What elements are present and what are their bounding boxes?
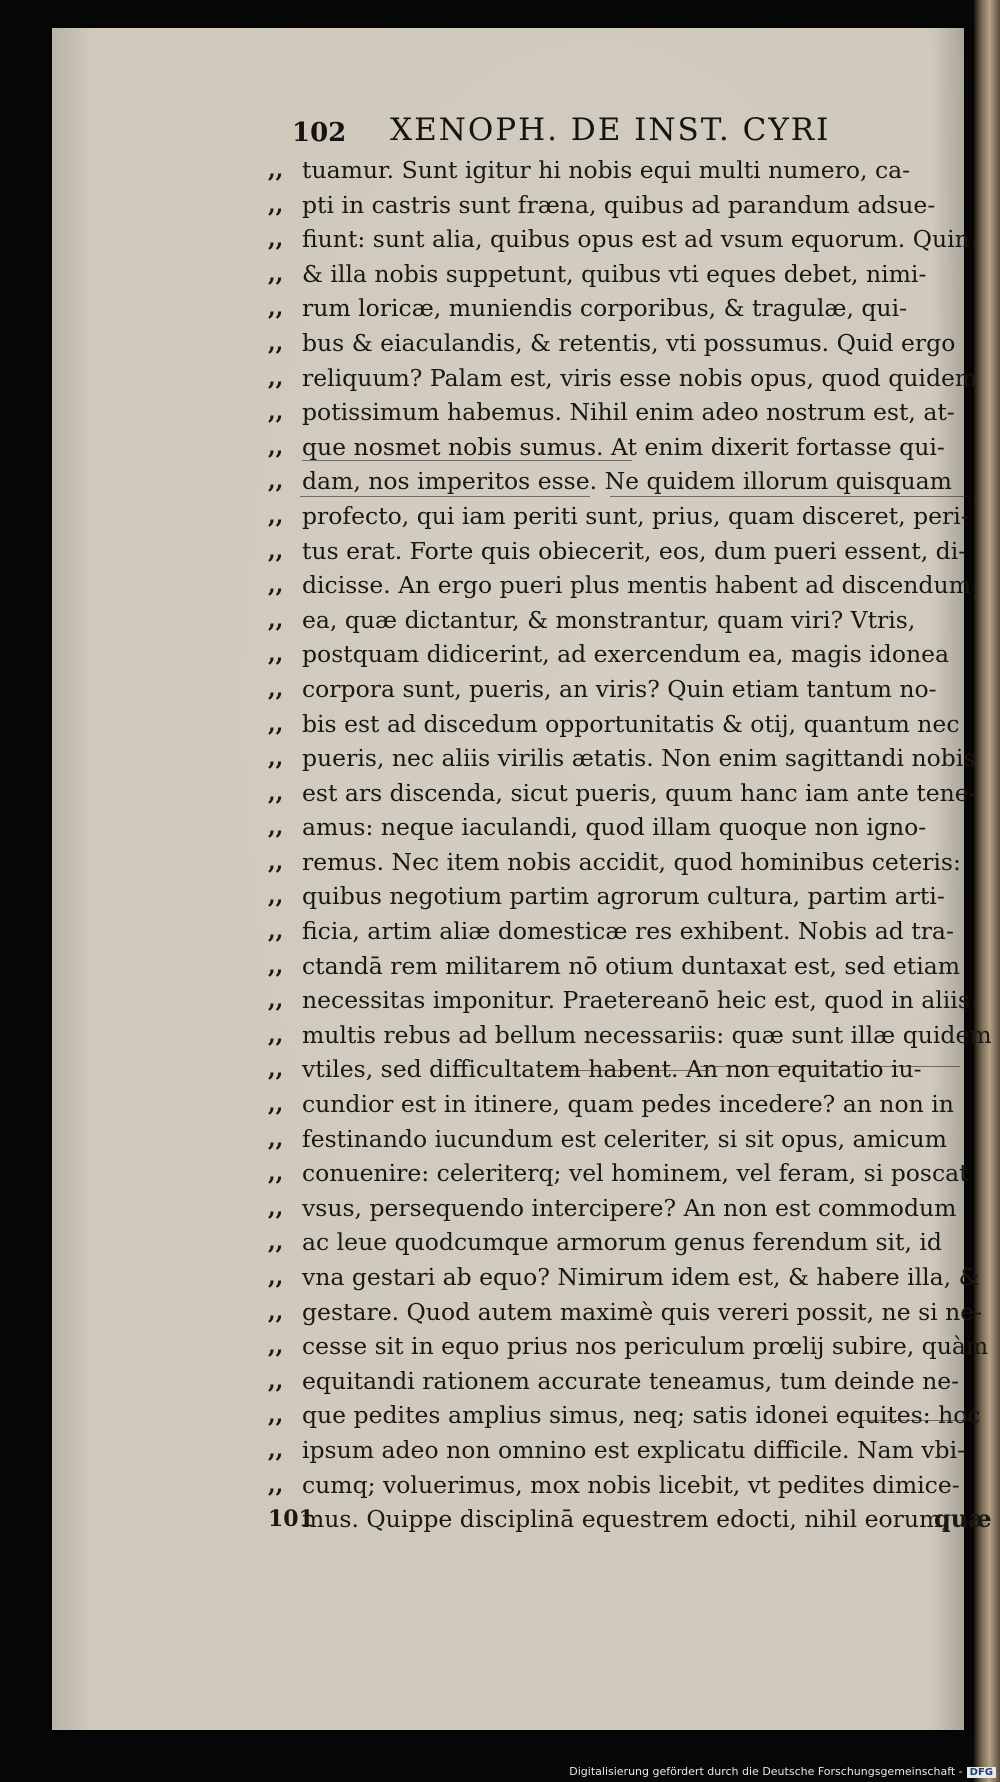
pencil-underline [302, 460, 632, 461]
line-text: quibus negotium partim agrorum cultura, partim arti- [302, 882, 945, 911]
quotation-mark: ,, [268, 987, 284, 1014]
line-text: ctandā rem militarem nō otium duntaxat est, sed etiam [302, 951, 961, 980]
line-text: amus: neque iaculandi, quod illam quoque non igno- [302, 813, 927, 842]
line-text: que pedites amplius simus, neq; satis idonei equites: hoc [302, 1401, 981, 1430]
line-text: vtiles, sed difficultatem habent. An non equitatio iu- [302, 1055, 922, 1084]
text-line [268, 603, 988, 638]
quotation-mark: ,, [268, 1264, 284, 1290]
line-text: vna gestari ab equo? Nimirum idem est, & habere illa, & [302, 1263, 980, 1291]
quotation-mark: ,, [268, 295, 284, 322]
line-text: corpora sunt, pueris, an viris? Quin etiam tantum no- [302, 674, 937, 703]
line-text: tus erat. Forte quis obiecerit, eos, dum pueri essent, di- [302, 536, 967, 565]
quotation-mark: ,, [268, 1367, 284, 1394]
quotation-mark: ,, [268, 502, 284, 529]
text-line [268, 1329, 988, 1364]
text-line [268, 810, 988, 845]
text-line [268, 222, 988, 257]
line-text: profecto, qui iam periti sunt, prius, quam disceret, peri- [302, 501, 969, 530]
line-text: fiunt: sunt alia, quibus opus est ad vsum equorum. Quin [302, 225, 970, 254]
digitization-footer [569, 1765, 996, 1778]
text-line [268, 672, 988, 707]
text-line [268, 464, 988, 499]
pencil-underline [300, 496, 590, 497]
line-text: cundior est in itinere, quam pedes incedere? an non in [302, 1090, 954, 1119]
text-line [268, 707, 988, 742]
text-line [268, 1364, 988, 1399]
line-text: mus. Quippe disciplinā equestrem edocti, nihil eorum, [302, 1505, 949, 1534]
line-text: & illa nobis suppetunt, quibus vti eques debet, nimi- [302, 259, 927, 288]
quotation-mark: ,, [268, 848, 284, 875]
quotation-mark: ,, [268, 1402, 284, 1429]
quotation-mark: ,, [268, 329, 284, 356]
line-text: bus & eiaculandis, & retentis, vti possumus. Quid ergo [302, 328, 956, 357]
quotation-mark: ,, [268, 191, 284, 218]
quotation-mark: ,, [268, 1056, 284, 1083]
quotation-mark: ,, [268, 779, 284, 806]
page-number: 102 [292, 118, 347, 148]
line-text: reliquum? Palam est, viris esse nobis opus, quod quidem [302, 363, 978, 392]
line-text: ipsum adeo non omnino est explicatu difficile. Nam vbi- [302, 1435, 966, 1464]
quotation-mark: ,, [268, 226, 284, 253]
text-line [268, 1191, 988, 1226]
quotation-mark: ,, [268, 364, 284, 391]
quotation-mark: ,, [268, 1125, 284, 1152]
quotation-mark: ,, [268, 537, 284, 564]
quotation-mark: ,, [268, 952, 284, 979]
text-line [268, 568, 988, 603]
quotation-mark: ,, [268, 1298, 284, 1325]
quotation-mark: ,, [268, 1471, 284, 1498]
text-line [268, 361, 988, 396]
quotation-mark: ,, [268, 157, 284, 183]
quotation-mark: ,, [268, 641, 284, 668]
pencil-underline [560, 1070, 710, 1071]
line-text: bis est ad discedum opportunitatis & otij, quantum nec [302, 709, 960, 738]
line-text: ac leue quodcumque armorum genus ferendum sit, id [302, 1228, 942, 1257]
line-text: ficia, artim aliæ domesticæ res exhibent. Nobis ad tra- [302, 917, 954, 946]
quotation-mark: ,, [268, 433, 284, 460]
quotation-mark: ,, [268, 260, 284, 287]
line-text: necessitas imponitur. Praetereanō heic est, quod in aliis [302, 986, 970, 1015]
line-text: equitandi rationem accurate teneamus, tum deinde ne- [302, 1366, 960, 1395]
text-line [268, 914, 988, 949]
pencil-underline [700, 1066, 960, 1067]
line-text: conuenire: celeriterq; vel hominem, vel feram, si poscat [302, 1159, 969, 1188]
text-line [268, 637, 988, 672]
text-line [268, 983, 988, 1018]
quotation-mark: 101 [268, 1506, 314, 1533]
catchword: quæ [934, 1504, 992, 1533]
pencil-underline [610, 496, 970, 497]
quotation-mark: ,, [268, 918, 284, 945]
quotation-mark: ,, [268, 883, 284, 910]
text-line [268, 1225, 988, 1260]
line-text: multis rebus ad bellum necessariis: quæ sunt illæ quidem [302, 1020, 992, 1049]
text-block [268, 153, 992, 1537]
text-line [268, 949, 988, 984]
text-line [268, 1433, 988, 1468]
quotation-mark: ,, [268, 745, 284, 772]
quotation-mark: ,, [268, 1021, 284, 1048]
quotation-mark: ,, [268, 710, 284, 737]
quotation-mark: ,, [268, 606, 284, 633]
line-text: gestare. Quod autem maximè quis vereri possit, ne si ne- [302, 1297, 983, 1326]
quotation-mark: ,, [268, 1194, 284, 1221]
line-text: potissimum habemus. Nihil enim adeo nostrum est, at- [302, 398, 955, 427]
text-line [268, 1398, 988, 1433]
line-text: cumq; voluerimus, mox nobis licebit, vt pedites dimice- [302, 1470, 960, 1499]
quotation-mark: ,, [268, 468, 284, 495]
line-text: festinando iucundum est celeriter, si sit opus, amicum [302, 1124, 947, 1153]
text-line [268, 257, 988, 292]
text-line [268, 1468, 988, 1503]
quotation-mark: ,, [268, 572, 284, 599]
text-line [268, 188, 988, 223]
quotation-mark: ,, [268, 814, 284, 841]
text-line [268, 776, 988, 811]
text-line [268, 534, 988, 569]
quotation-mark: ,, [268, 1091, 284, 1118]
line-text: pueris, nec aliis virilis ætatis. Non enim sagittandi nobis [302, 744, 976, 773]
line-text: que nosmet nobis sumus. At enim dixerit fortasse qui- [302, 432, 945, 461]
text-line [268, 153, 988, 188]
dfg-logo: DFG [967, 1767, 996, 1778]
line-text: tuamur. Sunt igitur hi nobis equi multi numero, ca- [302, 156, 911, 184]
line-text: pti in castris sunt fræna, quibus ad parandum adsue- [302, 190, 936, 219]
line-text: dam, nos imperitos esse. Ne quidem illorum quisquam [302, 467, 952, 496]
text-line [268, 1087, 988, 1122]
quotation-mark: ,, [268, 1160, 284, 1187]
text-line [268, 879, 988, 914]
line-text: postquam didicerint, ad exercendum ea, magis idonea [302, 640, 950, 669]
text-line [268, 1260, 988, 1295]
line-text: est ars discenda, sicut pueris, quum hanc iam ante tene- [302, 778, 977, 807]
line-text: remus. Nec item nobis accidit, quod hominibus ceteris: [302, 847, 961, 876]
text-line [268, 1018, 992, 1053]
text-line [268, 395, 988, 430]
text-line [268, 845, 988, 880]
text-line [268, 326, 988, 361]
text-line [268, 1295, 988, 1330]
text-line [268, 1122, 988, 1157]
line-text: ea, quæ dictantur, & monstrantur, quam viri? Vtris, [302, 605, 916, 634]
quotation-mark: ,, [268, 675, 284, 702]
line-text: rum loricæ, muniendis corporibus, & tragulæ, qui- [302, 294, 908, 323]
running-head: XENOPH. DE INST. CYRI [390, 112, 831, 148]
quotation-mark: ,, [268, 1333, 284, 1360]
text-line [268, 291, 988, 326]
line-text: dicisse. An ergo pueri plus mentis habent ad discendum [302, 571, 971, 600]
quotation-mark: ,, [268, 399, 284, 426]
line-text: cesse sit in equo prius nos periculum prœlij subire, quàm [302, 1332, 989, 1361]
text-line [268, 1502, 988, 1537]
text-line [268, 741, 988, 776]
text-line [268, 499, 988, 534]
quotation-mark: ,, [268, 1436, 284, 1463]
pencil-underline [860, 1420, 970, 1421]
text-line [268, 1156, 988, 1191]
line-text: vsus, persequendo intercipere? An non est commodum [302, 1193, 957, 1222]
footer-text: Digitalisierung gefördert durch die Deutsche Forschungsgemeinschaft - [569, 1765, 963, 1778]
quotation-mark: ,, [268, 1229, 284, 1256]
